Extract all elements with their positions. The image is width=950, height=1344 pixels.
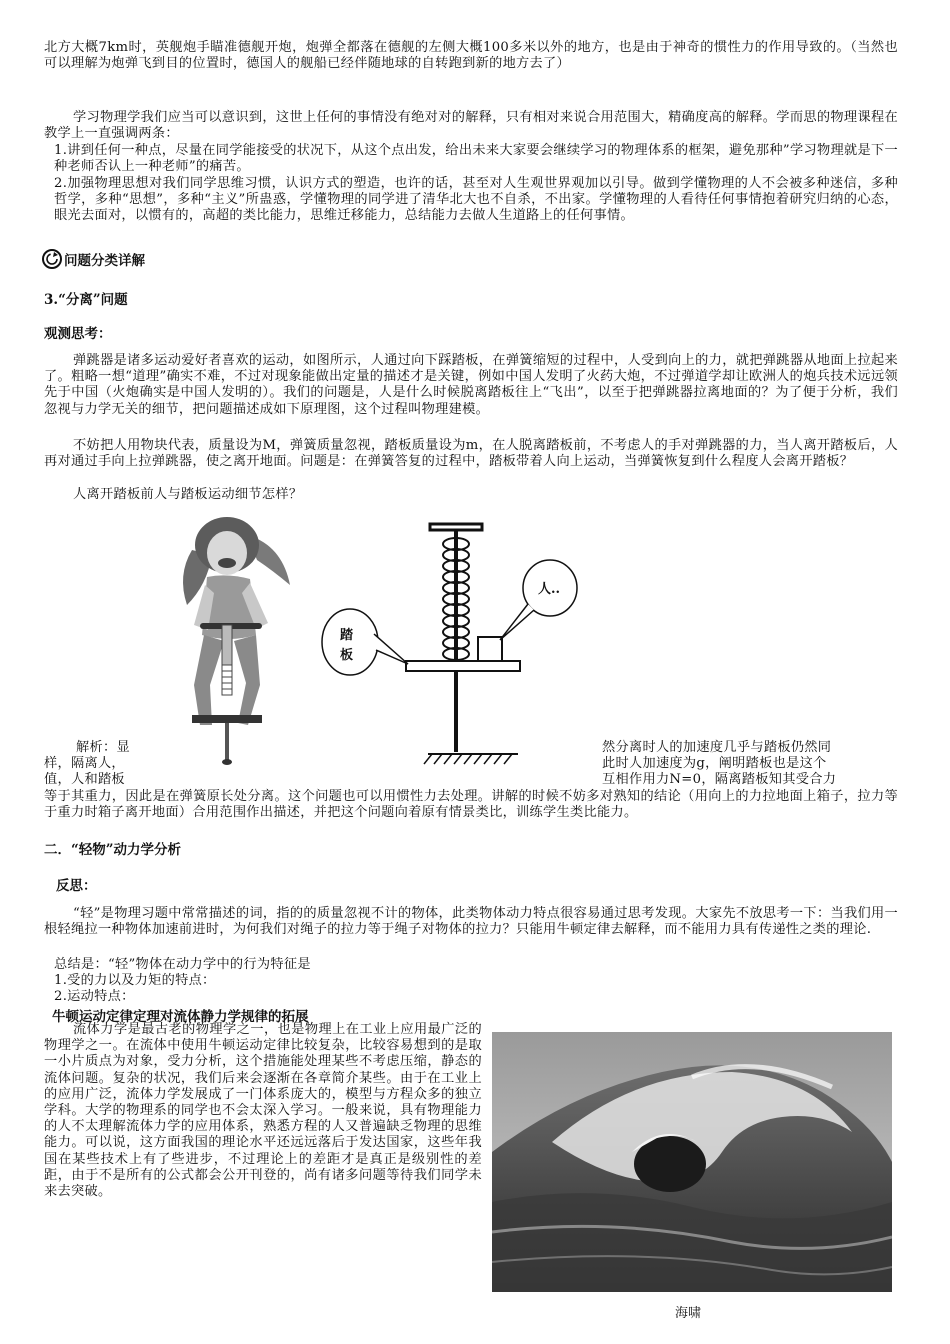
section3-subtitle: 观测思考： bbox=[44, 326, 112, 342]
person-label: 人.. bbox=[538, 582, 561, 597]
analysis-left-3: 值，人和踏板 bbox=[44, 772, 125, 787]
section2-subtitle: 反思： bbox=[56, 878, 97, 894]
paragraph-inertia: 北方大概7km时，英舰炮手瞄准德舰开炮，炮弹全都落在德舰的左侧大概100多米以外的地方，也是由于神奇的惯性力的作用导致的。（当然也可以理解为炮弹飞到目的位置时，德国人的舰船已经伴随地球的自转跑到新的地方去了） bbox=[44, 40, 898, 72]
analysis-paragraph: 等于其重力，因此是在弹簧原长处分离。这个问题也可以用惯性力去处理。讲解的时候不妨多对熟知的结论（用向上的力拉地面上箱子，拉力等于重力时箱子离开地面）合用范围作出描述，并把这个问题向着原有情景类比，训练学生类比能力。 bbox=[44, 789, 898, 821]
paragraph-summary: 总结是：“轻”物体在动力学中的行为特征是 bbox=[54, 957, 311, 972]
paragraph-fluid: 流体力学是最古老的物理学之一，也是物理上在工业上应用最广泛的物理学之一。在流体中使用牛顿运动定律比较复杂，比较容易想到的是取一小片质点为对象，受力分析，这个措施能处理某些不考虑压缩，静态的流体问题。复杂的状况，我们后来会逐渐在各章简介某些。由于在工业上的应用广泛，流体力学发展成了一门体系庞大的，模型与方程众多的独立学科。大学的物理系的同学也不会太深入学习。一般来说，具有物理能力的人不太理解流体力学的应用体系，熟悉方程的人又普遍缺乏物理的思维能力。可以说，这方面我国的理论水平还远远落后于发达国家，这些年我国在某些技术上有了些进步，不过理论上的差距才是真正是级别性的差距，由于不是所有的公式都会公开刊登的，尚有诸多问题等待我们同学未来去突破。 bbox=[44, 1022, 482, 1200]
refresh-icon bbox=[40, 247, 64, 271]
paragraph-point-2: 2.加强物理思想对我们同学思维习惯，认识方式的塑造，也许的话，甚至对人生观世界观加以引导。做到学懂物理的人不会被多种迷信，多种哲学，多种“思想”，多种“主义”所蛊惑，学懂物理的同学进了清华北大也不自杀，不出家。学懂物理的人看待任何事情抱着研究归纳的心态，眼光去面对，以惯有的，高超的类比能力，思维迁移能力，总结能力去做人生道路上的任何事情。 bbox=[54, 176, 898, 224]
analysis-left-1: 解析：显 bbox=[76, 740, 130, 755]
classify-title: 问题分类详解 bbox=[64, 253, 145, 269]
fluid-heading: 牛顿运动定律定理对流体静力学规律的拓展 bbox=[52, 1009, 309, 1025]
section2-title: 二．“轻物”动力学分析 bbox=[44, 842, 182, 858]
paragraph-feature-2: 2.运动特点： bbox=[54, 989, 135, 1004]
analysis-right-2: 此时人加速度为g，阐明踏板也是这个 bbox=[602, 756, 827, 771]
classify-heading bbox=[40, 247, 145, 271]
analysis-left-2: 样，隔离人， bbox=[44, 756, 125, 771]
paragraph-light-object: “轻”是物理习题中常常描述的词，指的的质量忽视不计的物体，此类物体动力特点很容易通过思考发现。大家先不放思考一下：当我们用一根轻绳拉一种物体加速前进时，为何我们对绳子的拉力等于绳子对物体的拉力？只能用牛顿定律去解释，而不能用力具有传递性之类的理论. bbox=[44, 906, 898, 938]
analysis-right-1: 然分离时人的加速度几乎与踏板仍然同 bbox=[602, 740, 832, 755]
paragraph-physics-learning: 学习物理学我们应当可以意识到，这世上任何的事情没有绝对对的解释，只有相对来说合用范围大，精确度高的解释。学而思的物理课程在教学上一直强调两条： bbox=[44, 110, 898, 142]
tsunami-wave-image bbox=[492, 1032, 892, 1292]
paragraph-point-1: 1.讲到任何一种点，尽量在同学能接受的状况下，从这个点出发，给出未来大家要会继续学习的物理体系的框架，避免那种”学习物理就是下一种老师否认上一种老师”的痛苦。 bbox=[54, 143, 898, 175]
paragraph-model: 不妨把人用物块代表，质量设为M，弹簧质量忽视，踏板质量设为m，在人脱离踏板前，不考虑人的手对弹跳器的力，当人离开踏板后，人再对通过手向上拉弹跳器，使之离开地面。问题是：在弹簧答复的过程中，踏板带着人向上运动，当弹簧恢复到什么程度人会离开踏板？ bbox=[44, 438, 898, 470]
paragraph-feature-1: 1.受的力以及力矩的特点： bbox=[54, 973, 216, 988]
section3-title: 3.“分离”问题 bbox=[44, 292, 128, 308]
pedal-label: 踏板 bbox=[340, 628, 354, 663]
analysis-right-3: 互相作用力N=0，隔离踏板知其受合力 bbox=[602, 772, 837, 787]
wave-caption: 海啸 bbox=[675, 1306, 702, 1321]
paragraph-pogo: 弹跳器是诸多运动爱好者喜欢的运动，如图所示，人通过向下踩踏板，在弹簧缩短的过程中，人受到向上的力，就把弹跳器从地面上拉起来了。粗略一想“道理”确实不难，不过对现象能做出定量的描述才是关键，例如中国人发明了火药大炮，不过弹道学却让欧洲人的炮兵技术远远领先于中国（火炮确实是中国人发明的）。我们的问题是，人是什么时候脱离踏板往上“飞出”，以至于把弹跳器拉离地面的？为了便于分析，我们忽视与力学无关的细节，把问题描述成如下原理图，这个过程叫物理建模。 bbox=[44, 353, 898, 417]
pogo-girl-image bbox=[172, 515, 294, 765]
paragraph-question: 人离开踏板前人与踏板运动细节怎样？ bbox=[73, 487, 303, 502]
